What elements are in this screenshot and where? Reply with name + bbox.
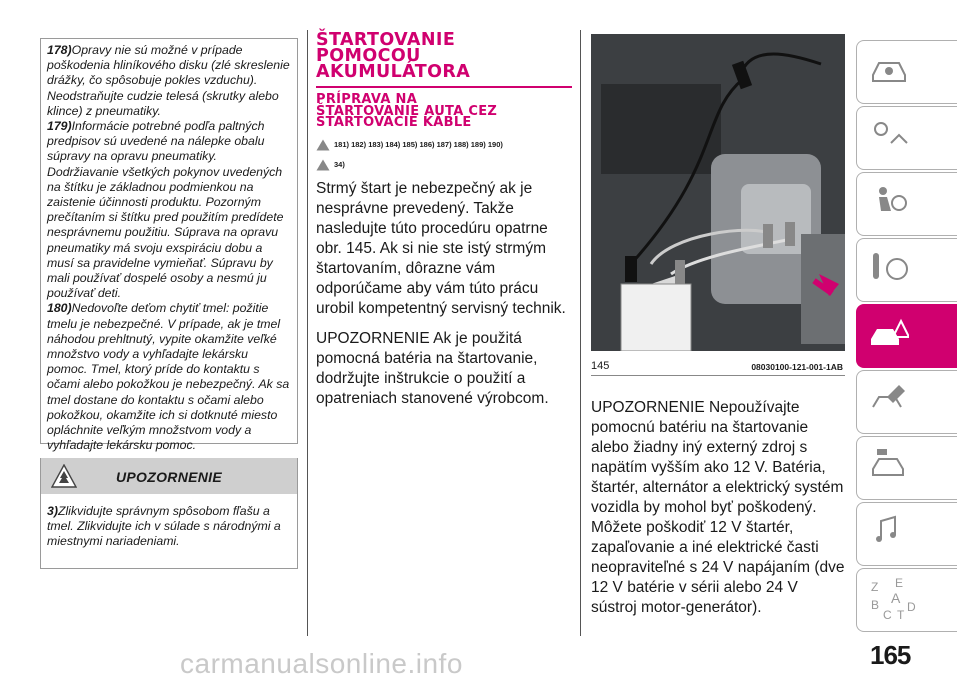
section-title: ŠTARTOVANIE POMOCOU AKUMULÁTORA — [316, 30, 471, 82]
paragraph-jump-start: Strmý štart je nebezpečný ak je nesprávne prevedený. Takže nasledujte túto procedúru opatrne obr. 145. Ak si nie ste istý strmým štartovaním, dôrazne vám odporúčame aby vám túto prácu urobil kompetentný servisný technik. — [316, 179, 566, 317]
environment-triangle-icon — [316, 159, 330, 171]
tab-car-info[interactable] — [856, 40, 957, 104]
svg-text:T: T — [897, 608, 905, 621]
svg-text:D: D — [907, 600, 916, 614]
svg-text:C: C — [883, 608, 892, 621]
steering-starting-icon — [869, 247, 909, 287]
svg-text:Z: Z — [871, 580, 879, 594]
dashboard-lights-icon — [869, 115, 909, 155]
car-info-icon — [869, 49, 909, 89]
tab-technical-data[interactable] — [856, 436, 957, 500]
main-column — [316, 32, 572, 419]
figure-code: 08030100-121-001-1AB — [751, 362, 843, 372]
section-subtitle: PRÍPRAVA NA ŠTARTOVANIE AUTA CEZ ŠTARTOVACIE KÁBLE — [316, 92, 498, 130]
paragraph-voltage-warning: UPOZORNENIE Nepoužívajte pomocnú batériu na štartovanie alebo žiadny iný externý zdroj s napätím vyšším ako 12 V. Batéria, štartér, alternátor a elektrický systém vozidla by mohol byť poškodený. Môžete poškodiť 12 V štartér, zapaľovanie a iné elektrické časti neopraviteľné s 24 V napájaním (dve 12 V batérie v sérii alebo 24 V sústroj motor-generátor). — [591, 399, 845, 616]
title-rule — [316, 86, 572, 88]
tab-starting-driving[interactable] — [856, 238, 957, 302]
tab-dashboard-lights[interactable] — [856, 106, 957, 170]
jump-cables-illustration — [591, 34, 845, 351]
warning-note: 3)Zlikvidujte správnym spôsobom fľašu a tmel. Zlikvidujte ich v súlade s národnými a miestnymi nariadeniami. — [47, 504, 281, 549]
paragraph-auxiliary-battery: UPOZORNENIE Ak je použitá pomocná batéria na štartovanie, dodržujte inštrukcie o použití a opatreniach stanovené výrobcom. — [316, 329, 549, 407]
svg-text:B: B — [871, 598, 880, 612]
tab-safety[interactable] — [856, 172, 957, 236]
svg-text:E: E — [895, 577, 904, 590]
watermark: carmanualsonline.info — [180, 648, 463, 679]
note-180: 180)Nedovoľte deťom chytiť tmel: požitie tmelu je nebezpečné. V prípade, ak je tmel náhodou prehltnutý, vypite okamžite veľké množstvo vody a vyhľadajte lekársku pomoc. Tmel, ktorý príde do kontaktu s očami alebo pokožkou je nebezpečný. Ak sa tmel dostane do kontaktu s očami alebo pokožkou, okamžite ich si dotknuté miesto opláchnite veľkým množstvom vody a vyhľadajte lekársku pomoc. — [47, 301, 290, 453]
figure-145-image — [591, 34, 845, 351]
page-number: 165 — [870, 640, 911, 670]
warning-title: UPOZORNENIE — [116, 469, 222, 485]
column-divider — [307, 30, 308, 636]
environment-references: 34) — [316, 159, 572, 171]
multimedia-icon — [869, 511, 909, 551]
svg-text:A: A — [891, 590, 901, 606]
caption-rule — [591, 375, 845, 376]
figure-number: 145 — [591, 360, 610, 372]
warning-box — [40, 458, 298, 569]
safety-airbag-icon — [869, 181, 909, 221]
note-179: 179)Informácie potrebné podľa paltných predpisov sú uvedené na nálepke obalu súpravy na opravu pneumatiky. Dodržiavanie všetkých pokynov uvedených na štítku je základnou podmienkou na zaistenie účinnosti produktu. Pozorným prečítaním si štítku pred použitím predídete nesprávnemu použitiu. Súprava na opravu pneumatiky má svoju exspiráciu dobu a musí sa pravidelne vymieňať. Súpravu by mali používať dospelé osoby a nesmú ju používať deti. — [47, 119, 284, 301]
warning-references: 181) 182) 183) 184) 185) 186) 187) 188) 189) 190) — [316, 139, 572, 151]
column-divider — [580, 30, 581, 636]
warning-header — [41, 458, 297, 494]
maintenance-icon — [869, 379, 909, 419]
tab-multimedia[interactable] — [856, 502, 957, 566]
emergency-car-icon — [869, 313, 909, 353]
tab-index[interactable] — [856, 568, 957, 632]
tab-maintenance[interactable] — [856, 370, 957, 434]
car-specs-icon — [869, 445, 909, 485]
notes-box — [40, 38, 298, 453]
note-178: 178)Opravy nie sú možné v prípade poškodenia hliníkového disku (zlé skreslenie drážky, čo spôsobuje pokles vzduchu). Neodstraňujte cudzie telesá (skrutky alebo klince) z pneumatiky. — [47, 43, 290, 118]
tab-emergency[interactable] — [856, 304, 957, 368]
warning-triangle-icon — [316, 139, 330, 151]
alphabetical-index-icon — [869, 577, 921, 621]
